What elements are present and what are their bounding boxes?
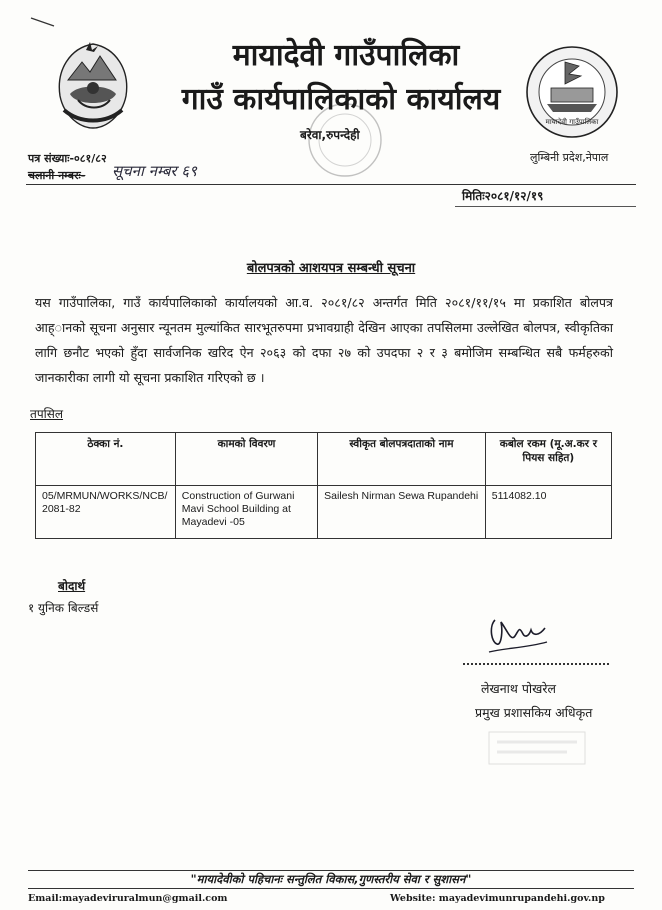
signature-icon <box>485 612 553 658</box>
province-label: लुम्बिनी प्रदेश,नेपाल <box>530 151 609 164</box>
letter-date: मितिः२०८१/१२/१९ <box>462 189 544 203</box>
reference-value: ०८१/८२ <box>74 152 107 165</box>
signature-line <box>463 663 609 665</box>
cell-work-description: Construction of Gurwani Mavi School Building at Mayadevi -05 <box>175 486 317 539</box>
footer-email: Email:mayadeviruralmun@gmail.com <box>28 893 228 904</box>
header-divider <box>26 184 636 185</box>
faint-stamp-icon <box>487 728 587 768</box>
pen-mark-icon <box>30 16 56 28</box>
dispatch-number <box>28 168 85 183</box>
reference-label: पत्र संख्याः- <box>28 152 75 165</box>
bodartha-item: १ युनिक बिल्डर्स <box>28 601 99 615</box>
cell-bidder-name: Sailesh Nirman Sewa Rupandehi <box>318 486 486 539</box>
dispatch-label: चलानी नम्बरः- <box>28 169 86 182</box>
table-row <box>36 486 612 539</box>
signatory-name: लेखनाथ पोखरेल <box>481 681 556 696</box>
details-label: तपसिल <box>30 407 64 421</box>
footer-divider-top <box>28 870 634 871</box>
header-work-description: कामको विवरण <box>175 433 317 486</box>
office-address: बरेवा,रुपन्देही <box>300 128 360 142</box>
bodartha-label: बोदार्थ <box>58 579 86 593</box>
office-subtitle: गाउँ कार्यपालिकाको कार्यालय <box>181 82 501 117</box>
header-bidder-name: स्वीकृत बोलपत्रदाताको नाम <box>318 433 486 486</box>
bid-details-table <box>35 432 612 539</box>
reference-number <box>28 151 107 166</box>
cell-bid-amount: 5114082.10 <box>485 486 611 539</box>
svg-text:मायादेवी गाउँपालिका: मायादेवी गाउँपालिका <box>545 118 599 126</box>
footer-slogan: "मायादेवीको पहिचानः सन्तुलित विकास,गुणस्तरीय सेवा र सुशासन" <box>190 872 472 886</box>
date-underline <box>455 206 636 207</box>
footer-divider-bottom <box>28 888 634 889</box>
header-contract-no: ठेक्का नं. <box>36 433 176 486</box>
dispatch-handwritten: सूचना नम्बर ६९ <box>112 162 197 180</box>
notice-body: यस गाउँपालिका, गाउँ कार्यपालिकाको कार्यालयको आ.व. २०८१/८२ अन्तर्गत मिति २०८१/११/१५ मा प्रकाशित बोलपत्र आह्ानको सूचना अनुसार न्यूनतम मुल्यांकित सारभूतरुपमा प्रभावग्राही देखिन आएका तपसिलमा उल्लेखित बोलपत्र, स्वीकृतिका लागि छनौट भएको हुँदा सार्वजनिक खरिद ऐन २०६३ को दफा २७ को उपदफा २ र ३ बमोजिम सम्बन्धित सबै फर्महरुको जानकारीका लागी यो सूचना प्रकाशित गरिएको छ । <box>35 295 613 385</box>
header-bid-amount: कबोल रकम (मू.अ.कर र पियस सहित) <box>485 433 611 486</box>
table-header-row <box>36 433 612 486</box>
signatory-title: प्रमुख प्रशासकिय अधिकृत <box>475 705 593 720</box>
cell-contract-no: 05/MRMUN/WORKS/NCB/ 2081-82 <box>36 486 176 539</box>
footer-website: Website: mayadevimunrupandehi.gov.np <box>390 893 605 904</box>
office-title: मायादेवी गाउँपालिका <box>232 38 460 73</box>
notice-title: बोलपत्रको आशयपत्र सम्बन्धी सूचना <box>246 261 416 276</box>
